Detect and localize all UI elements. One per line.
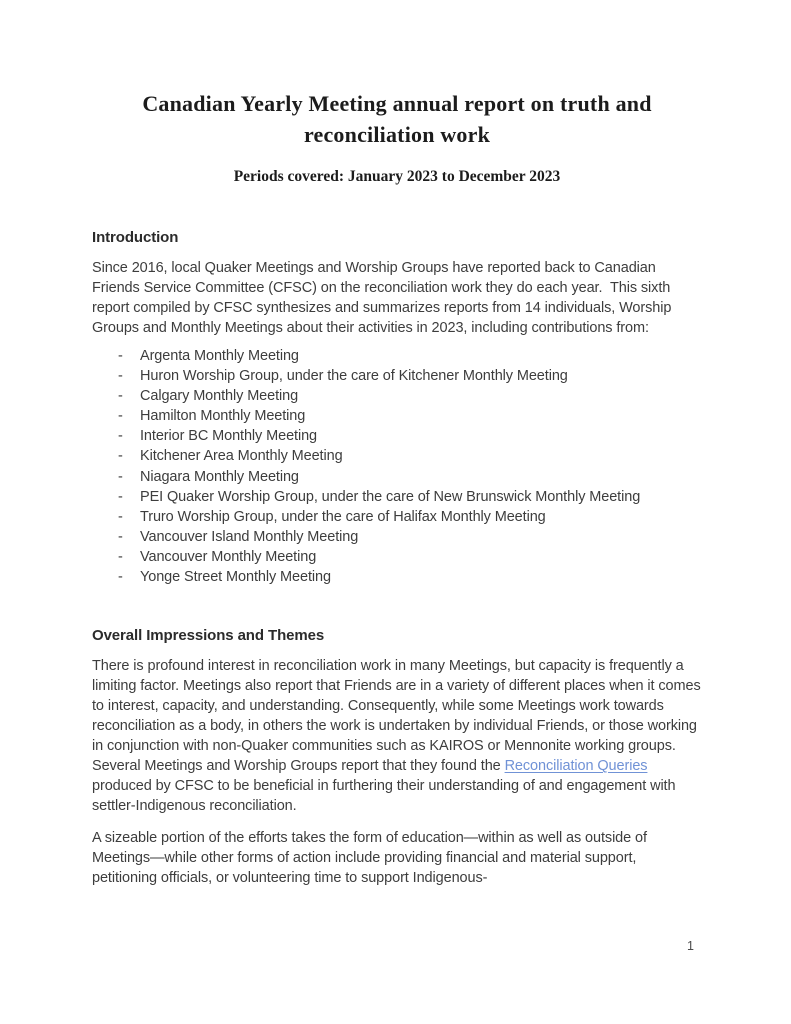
section-heading-introduction: Introduction [92, 229, 179, 246]
list-item [92, 487, 702, 507]
dash-bullet: - [118, 569, 123, 586]
overall-paragraph-1 [92, 656, 702, 816]
dash-bullet: - [118, 428, 123, 445]
list-item-label: Yonge Street Monthly Meeting [140, 569, 331, 586]
dash-bullet: - [118, 508, 123, 525]
list-item-label: PEI Quaker Worship Group, under the care of New Brunswick Monthly Meeting [140, 488, 641, 505]
dash-bullet: - [118, 388, 123, 405]
list-item [92, 547, 702, 567]
overall-paragraph-1-before: There is profound interest in reconciliation work in many Meetings, but capacity is frequently a limiting factor. Meetings also report that Friends are in a variety of different places when it comes to interest, capacity, and understanding. Consequently, while some Meetings work towards reconciliation as a body, in others the work is undertaken by individual Friends, or those working in conjunction with non-Quaker communities such as KAIROS or Mennonite working groups. Several Meetings and Worship Groups report that they found the [92, 658, 701, 775]
overall-paragraph-2: A sizeable portion of the efforts takes the form of education—within as well as outside of Meetings—while other forms of action include providing financial and material support, petitioning officials, or volunteering time to support Indigenous- [92, 830, 647, 887]
report-subtitle: Periods covered: January 2023 to December 2023 [233, 168, 561, 185]
list-item [92, 507, 702, 527]
meeting-list [92, 346, 702, 587]
overall-paragraph-1-after: produced by CFSC to be beneficial in furthering their understanding of and engagement with settler-Indigenous reconciliation. [92, 778, 676, 815]
dash-bullet: - [118, 528, 123, 545]
list-item [92, 426, 702, 446]
dash-bullet: - [118, 448, 123, 465]
dash-bullet: - [118, 368, 123, 385]
list-item [92, 527, 702, 547]
list-item-label: Huron Worship Group, under the care of Kitchener Monthly Meeting [140, 368, 568, 385]
introduction-paragraph: Since 2016, local Quaker Meetings and Worship Groups have reported back to Canadian Friends Service Committee (CFSC) on the reconciliation work they do each year. This sixth report compiled by CFSC synthesizes and summarizes reports from 14 individuals, Worship Groups and Monthly Meetings about their activities in 2023, including contributions from: [92, 260, 672, 336]
list-item [92, 366, 702, 386]
list-item-label: Argenta Monthly Meeting [140, 348, 299, 364]
list-item-label: Vancouver Monthly Meeting [140, 548, 317, 565]
dash-bullet: - [118, 408, 123, 425]
report-title: Canadian Yearly Meeting annual report on truth and reconciliation work [142, 91, 652, 147]
list-item [92, 567, 702, 587]
document-content [92, 0, 702, 888]
reconciliation-queries-link[interactable]: Reconciliation Queries [504, 758, 648, 775]
list-item-label: Kitchener Area Monthly Meeting [140, 448, 343, 465]
list-item [92, 386, 702, 406]
page-number: 1 [687, 939, 694, 953]
dash-bullet: - [118, 348, 123, 364]
list-item-label: Niagara Monthly Meeting [140, 468, 299, 485]
section-heading-overall-impressions: Overall Impressions and Themes [92, 627, 325, 645]
list-item [92, 346, 702, 366]
dash-bullet: - [118, 468, 123, 485]
list-item-label: Interior BC Monthly Meeting [140, 428, 318, 445]
list-item [92, 467, 702, 487]
dash-bullet: - [118, 488, 123, 505]
list-item [92, 446, 702, 466]
list-item-label: Calgary Monthly Meeting [140, 388, 299, 405]
list-item-label: Hamilton Monthly Meeting [140, 408, 306, 425]
list-item-label: Vancouver Island Monthly Meeting [140, 528, 359, 545]
list-item [92, 406, 702, 426]
dash-bullet: - [118, 548, 123, 565]
list-item-label: Truro Worship Group, under the care of Halifax Monthly Meeting [140, 508, 546, 525]
